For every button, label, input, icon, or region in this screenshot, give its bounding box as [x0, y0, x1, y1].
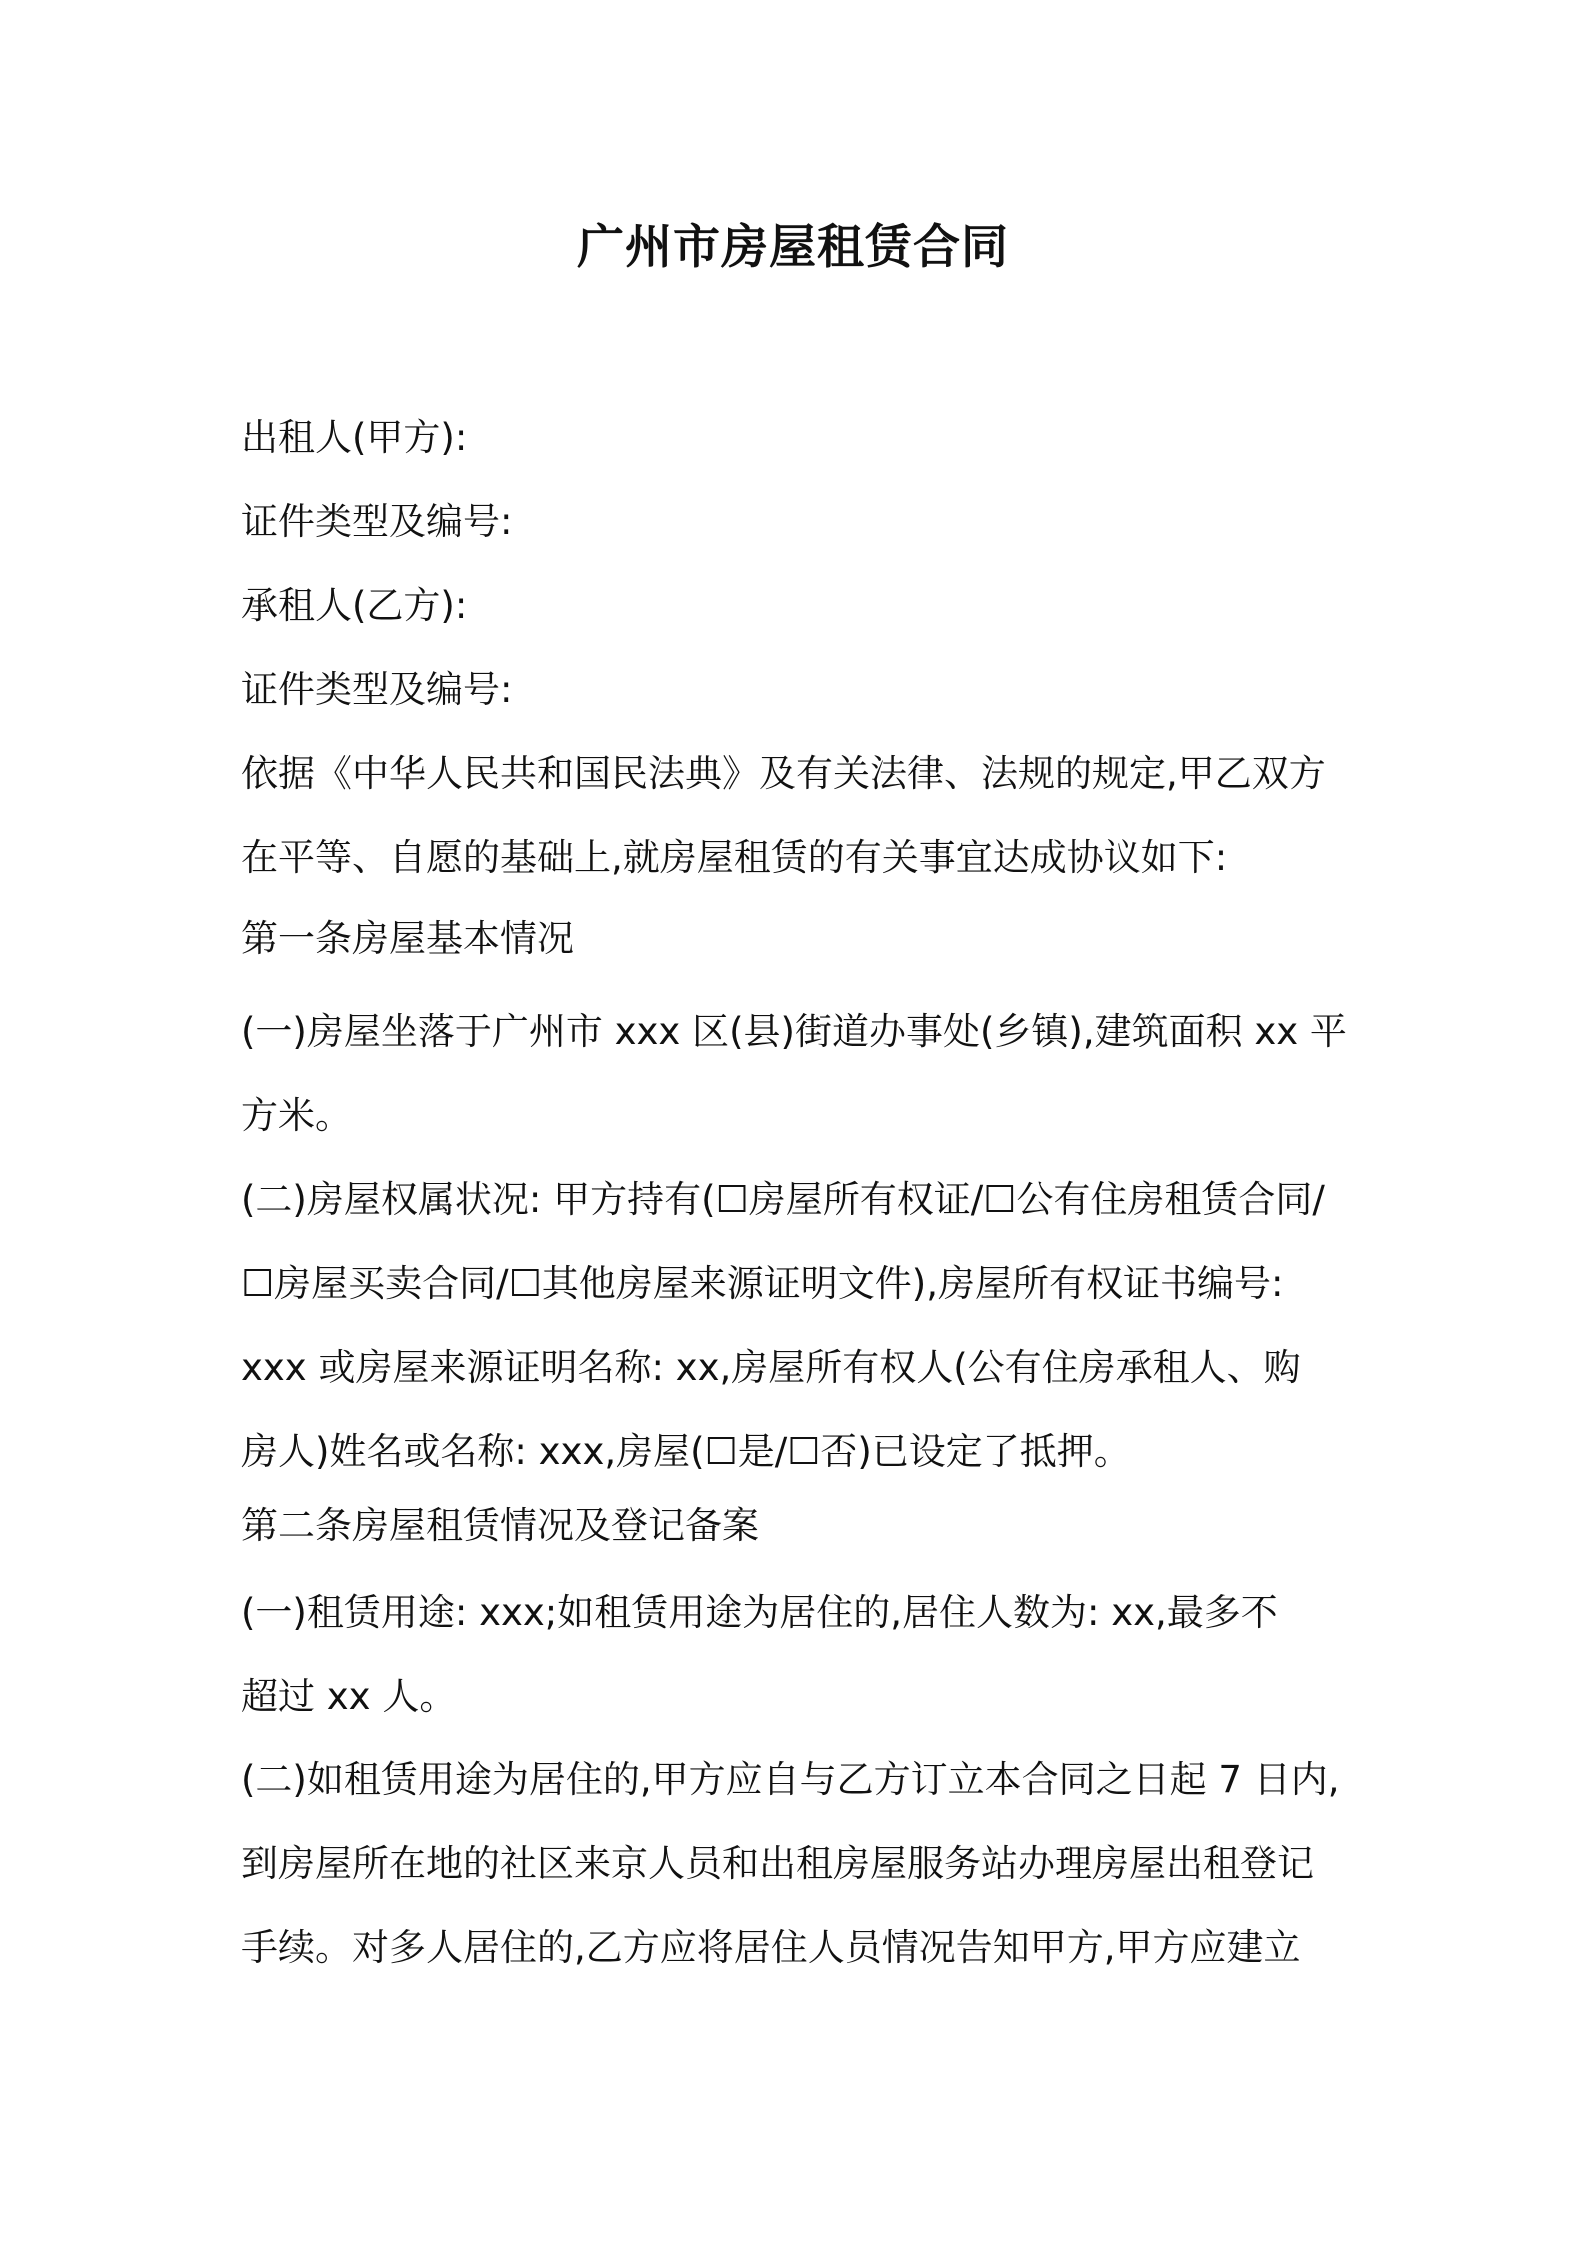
paragraph-line: 在平等、自愿的基础上,就房屋租赁的有关事宜达成协议如下: — [241, 836, 1228, 879]
paragraph-line: (一)房屋坐落于广州市 xxx 区(县)街道办事处(乡镇),建筑面积 xx 平 — [241, 1010, 1347, 1053]
article-heading: 第二条房屋租赁情况及登记备案 — [241, 1504, 759, 1547]
lessor-id-line: 证件类型及编号: — [241, 500, 513, 543]
paragraph-line: 手续。对多人居住的,乙方应将居住人员情况告知甲方,甲方应建立 — [241, 1926, 1301, 1969]
paragraph-line: (二)如租赁用途为居住的,甲方应自与乙方订立本合同之日起 7 日内, — [241, 1758, 1340, 1801]
lessee-line: 承租人(乙方): — [241, 584, 468, 627]
paragraph-line: (二)房屋权属状况: 甲方持有(☐房屋所有权证/☐公有住房租赁合同/ — [241, 1178, 1325, 1221]
paragraph-line: 超过 xx 人。 — [241, 1675, 457, 1718]
paragraph-line: 依据《中华人民共和国民法典》及有关法律、法规的规定,甲乙双方 — [241, 752, 1326, 795]
paragraph-line: 到房屋所在地的社区来京人员和出租房屋服务站办理房屋出租登记 — [241, 1842, 1314, 1885]
paragraph-line: 方米。 — [241, 1094, 352, 1137]
paragraph-line: xxx 或房屋来源证明名称: xx,房屋所有权人(公有住房承租人、购 — [241, 1346, 1301, 1389]
paragraph-line: (一)租赁用途: xxx;如租赁用途为居住的,居住人数为: xx,最多不 — [241, 1591, 1278, 1634]
document-title: 广州市房屋租赁合同 — [577, 220, 1009, 275]
lessor-line: 出租人(甲方): — [241, 416, 468, 459]
paragraph-line: ☐房屋买卖合同/☐其他房屋来源证明文件),房屋所有权证书编号: — [241, 1262, 1284, 1305]
article-heading: 第一条房屋基本情况 — [241, 917, 574, 960]
paragraph-line: 房人)姓名或名称: xxx,房屋(☐是/☐否)已设定了抵押。 — [241, 1430, 1131, 1473]
lessee-id-line: 证件类型及编号: — [241, 668, 513, 711]
